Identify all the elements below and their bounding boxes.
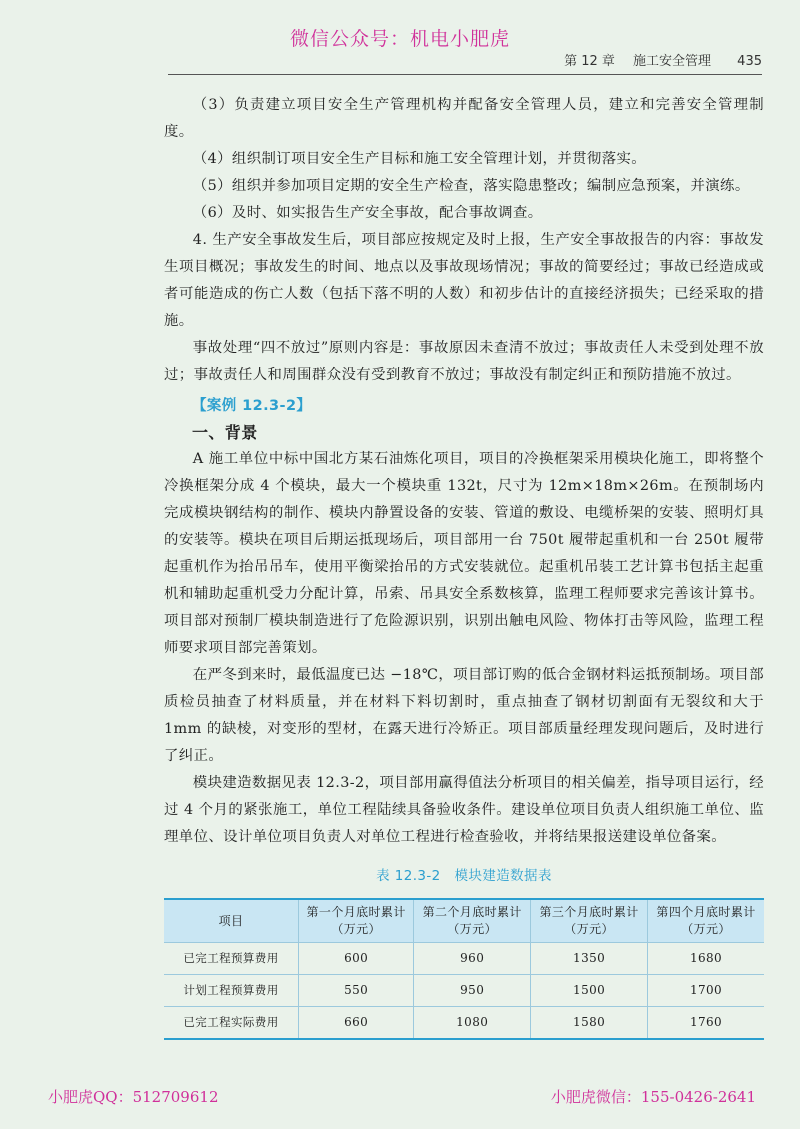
paragraph: 事故处理“四不放过”原则内容是：事故原因未查清不放过；事故责任人未受到处理不放过；事故责任人和周围群众没有受到教育不放过；事故没有制定纠正和预防措施不放过。: [164, 340, 764, 383]
table-header-row: [164, 899, 764, 943]
watermark-top: 微信公众号：机电小肥虎: [289, 28, 510, 50]
table-cell: 950: [414, 975, 531, 1007]
chapter-number: 第 12 章: [564, 54, 615, 69]
table-cell: 1500: [531, 975, 648, 1007]
paragraph: 4. 生产安全事故发生后，项目部应按规定及时上报，生产安全事故报告的内容：事故发生项目概况；事故发生的时间、地点以及事故现场情况；事故的简要经过；事故已经造成或者可能造成的伤亡人数（包括下落不明的人数）和初步估计的直接经济损失；已经采取的措施。: [164, 232, 764, 329]
table-row: [164, 1007, 764, 1040]
column-header: 第四个月底时累计（万元）: [648, 899, 764, 943]
table-cell: 1700: [648, 975, 764, 1007]
table-cell: 1080: [414, 1007, 531, 1040]
table-cell: 550: [299, 975, 414, 1007]
column-header: 第三个月底时累计（万元）: [531, 899, 648, 943]
page-content: [164, 92, 764, 1040]
case-title: 【案例 12.3-2】: [192, 398, 312, 414]
table-cell: 1580: [531, 1007, 648, 1040]
paragraph: A 施工单位中标中国北方某石油炼化项目，项目的冷换框架采用模块化施工，即将整个冷换框架分成 4 个模块，最大一个模块重 132t，尺寸为 12m×18m×26m。在预制场内完成模块钢结构的制作、模块内静置设备的安装、管道的敷设、电缆桥架的安装、照明灯具的安装等。模块在项目后期运抵现场后，项目部用一台 750t 履带起重机和一台 250t 履带起重机作为抬吊吊车，使用平衡梁抬吊的方式安装就位。起重机吊装工艺计算书包括主起重机和辅助起重机受力分配计算，吊索、吊具安全系数核算，监理工程师要求完善该计算书。项目部对预制厂模块制造进行了危险源识别，识别出触电风险、物体打击等风险，监理工程师要求项目部完善策划。: [164, 451, 764, 656]
table-cell: 600: [299, 943, 414, 975]
table-row: [164, 975, 764, 1007]
table-cell: 1760: [648, 1007, 764, 1040]
table-cell: 1680: [648, 943, 764, 975]
column-header: 第一个月底时累计（万元）: [299, 899, 414, 943]
paragraph: （5）组织并参加项目定期的安全生产检查，落实隐患整改；编制应急预案，并演练。: [192, 178, 750, 194]
paragraph: （6）及时、如实报告生产安全事故，配合事故调查。: [192, 205, 543, 221]
table-cell: 660: [299, 1007, 414, 1040]
table-cell: 1350: [531, 943, 648, 975]
table-cell: 计划工程预算费用: [164, 975, 299, 1007]
section-title: 一、背景: [192, 423, 258, 442]
footer-contact-qq: 小肥虎QQ：512709612: [48, 1088, 219, 1106]
table-cell: 960: [414, 943, 531, 975]
paragraph: （3）负责建立项目安全生产管理机构并配备安全管理人员，建立和完善安全管理制度。: [164, 97, 764, 140]
page-number: 435: [737, 54, 762, 69]
column-header: 第二个月底时累计（万元）: [414, 899, 531, 943]
table-caption: 表 12.3-2 模块建造数据表: [376, 868, 552, 884]
paragraph: 模块建造数据见表 12.3-2，项目部用赢得值法分析项目的相关偏差，指导项目运行，经过 4 个月的紧张施工，单位工程陆续具备验收条件。建设单位项目负责人组织施工单位、监理单位、设计单位项目负责人对单位工程进行检查验收，并将结果报送建设单位备案。: [164, 775, 764, 845]
chapter-title: 施工安全管理: [633, 54, 712, 69]
paragraph: （4）组织制订项目安全生产目标和施工安全管理计划，并贯彻落实。: [192, 151, 647, 167]
footer-contact-wechat: 小肥虎微信：155-0426-2641: [550, 1088, 756, 1106]
header-rule: [168, 74, 762, 75]
column-header: 项目: [164, 899, 299, 943]
data-table: [164, 898, 764, 1040]
table-row: [164, 943, 764, 975]
paragraph: 在严冬到来时，最低温度已达 −18℃，项目部订购的低合金钢材料运抵预制场。项目部质检员抽查了材料质量，并在材料下料切割时，重点抽查了钢材切割面有无裂纹和大于 1mm 的缺棱，对变形的型材，在露天进行冷矫正。项目部质量经理发现问题后，及时进行了纠正。: [164, 667, 764, 764]
table-cell: 已完工程预算费用: [164, 943, 299, 975]
page-header: [168, 50, 762, 70]
table-cell: 已完工程实际费用: [164, 1007, 299, 1040]
